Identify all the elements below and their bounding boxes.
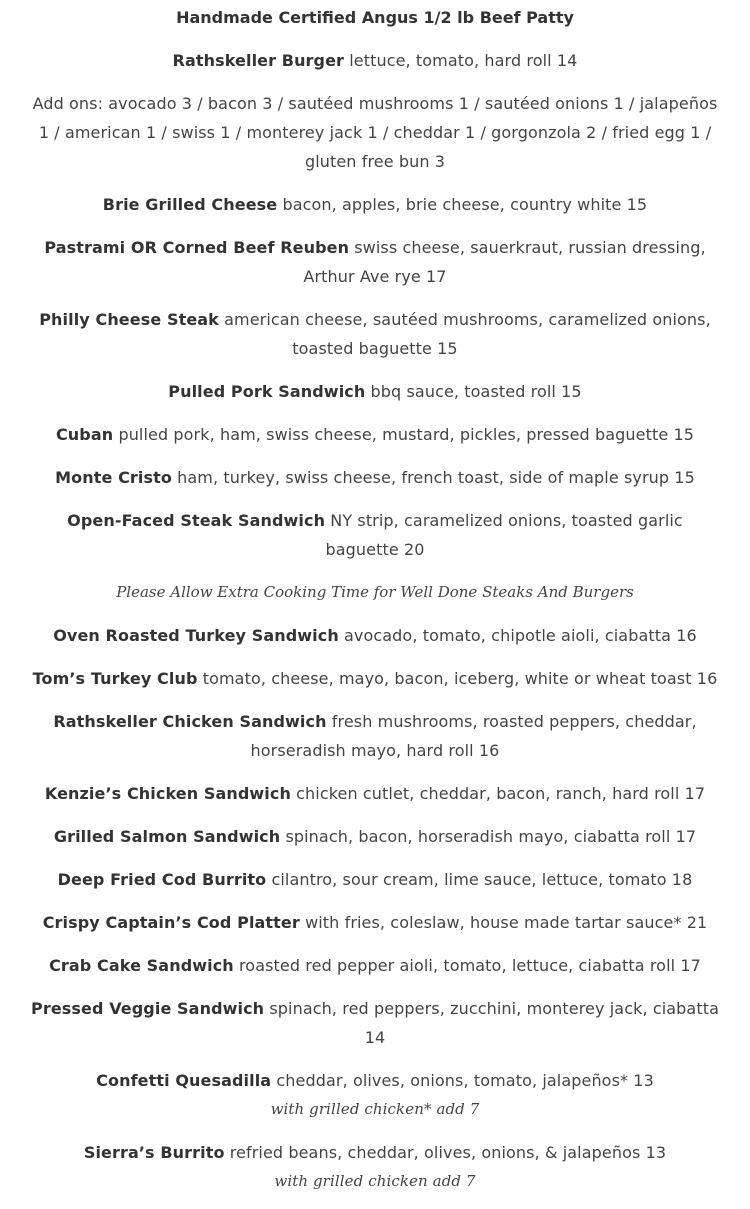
menu-item [30,951,720,980]
item-description: NY strip, caramelized onions, toasted garlic baguette 20 [325,511,683,559]
item-description: roasted red pepper aioli, tomato, lettuce, ciabatta roll 17 [238,956,701,975]
item-description: with fries, coleslaw, house made tartar sauce* 21 [305,913,708,932]
menu-item [30,621,720,650]
menu-item [30,46,720,75]
item-name: Sierra’s Burrito [83,1143,225,1162]
item-name: Rathskeller Chicken Sandwich [53,712,327,731]
section-heading: Handmade Certified Angus 1/2 lb Beef Patty [176,8,574,27]
item-description: tomato, cheese, mayo, bacon, iceberg, white or wheat toast 16 [202,669,718,688]
item-name: Oven Roasted Turkey Sandwich [53,626,339,645]
item-name: Rathskeller Burger [172,51,345,70]
menu-item [30,233,720,291]
item-note: with grilled chicken add 7 [274,1172,476,1190]
item-description: cilantro, sour cream, lime sauce, lettuce, tomato 18 [271,870,693,889]
item-description: chicken cutlet, cheddar, bacon, ranch, hard roll 17 [296,784,706,803]
item-description: swiss cheese, sauerkraut, russian dressing, Arthur Ave rye 17 [303,238,706,286]
item-name: Crab Cake Sandwich [49,956,234,975]
item-name: Monte Cristo [55,468,172,487]
menu-item [30,377,720,406]
menu-item [30,822,720,851]
menu-item [30,190,720,219]
item-description: fresh mushrooms, roasted peppers, cheddar, horseradish mayo, hard roll 16 [250,712,697,760]
menu-item [30,506,720,564]
item-name: Confetti Quesadilla [96,1071,272,1090]
item-description: bbq sauce, toasted roll 15 [370,382,582,401]
menu-item [30,865,720,894]
item-name: Philly Cheese Steak [39,310,219,329]
menu-item [30,707,720,765]
item-description: avocado, tomato, chipotle aioli, ciabatta 16 [344,626,697,645]
addons-list: Add ons: avocado 3 / bacon 3 / sautéed mushrooms 1 / sautéed onions 1 / jalapeños 1 / american 1 / swiss 1 / monterey jack 1 / cheddar 1 / gorgonzola 2 / fried egg 1 / gluten free bun 3 [32,94,718,171]
item-description: american cheese, sautéed mushrooms, caramelized onions, toasted baguette 15 [224,310,711,358]
item-name: Pulled Pork Sandwich [168,382,366,401]
item-description: ham, turkey, swiss cheese, french toast, side of maple syrup 15 [177,468,695,487]
menu-item [30,463,720,492]
item-name: Cuban [55,425,114,444]
item-description: cheddar, olives, onions, tomato, jalapeños* 13 [276,1071,654,1090]
item-name: Open-Faced Steak Sandwich [67,511,326,530]
item-name: Pressed Veggie Sandwich [31,999,265,1018]
item-description: refried beans, cheddar, olives, onions, & jalapeños 13 [229,1143,667,1162]
item-description: pulled pork, ham, swiss cheese, mustard, pickles, pressed baguette 15 [118,425,695,444]
item-description: bacon, apples, brie cheese, country white 15 [282,195,648,214]
menu-item [30,1138,720,1196]
menu-item [30,305,720,363]
menu-item [30,664,720,693]
item-description: spinach, bacon, horseradish mayo, ciabatta roll 17 [285,827,697,846]
item-name: Crispy Captain’s Cod Platter [42,913,300,932]
menu-item [30,908,720,937]
item-name: Tom’s Turkey Club [32,669,198,688]
item-description: spinach, red peppers, zucchini, monterey jack, ciabatta 14 [269,999,719,1047]
item-name: Kenzie’s Chicken Sandwich [44,784,291,803]
item-note: with grilled chicken* add 7 [270,1100,480,1118]
item-name: Deep Fried Cod Burrito [57,870,267,889]
item-name: Pastrami OR Corned Beef Reuben [44,238,350,257]
menu-item [30,994,720,1052]
menu-item [30,420,720,449]
item-name: Brie Grilled Cheese [102,195,278,214]
item-description: lettuce, tomato, hard roll 14 [349,51,578,70]
menu-item [30,779,720,808]
menu-item [30,1066,720,1124]
cooking-notice: Please Allow Extra Cooking Time for Well Done Steaks And Burgers [116,583,634,601]
item-name: Grilled Salmon Sandwich [53,827,281,846]
